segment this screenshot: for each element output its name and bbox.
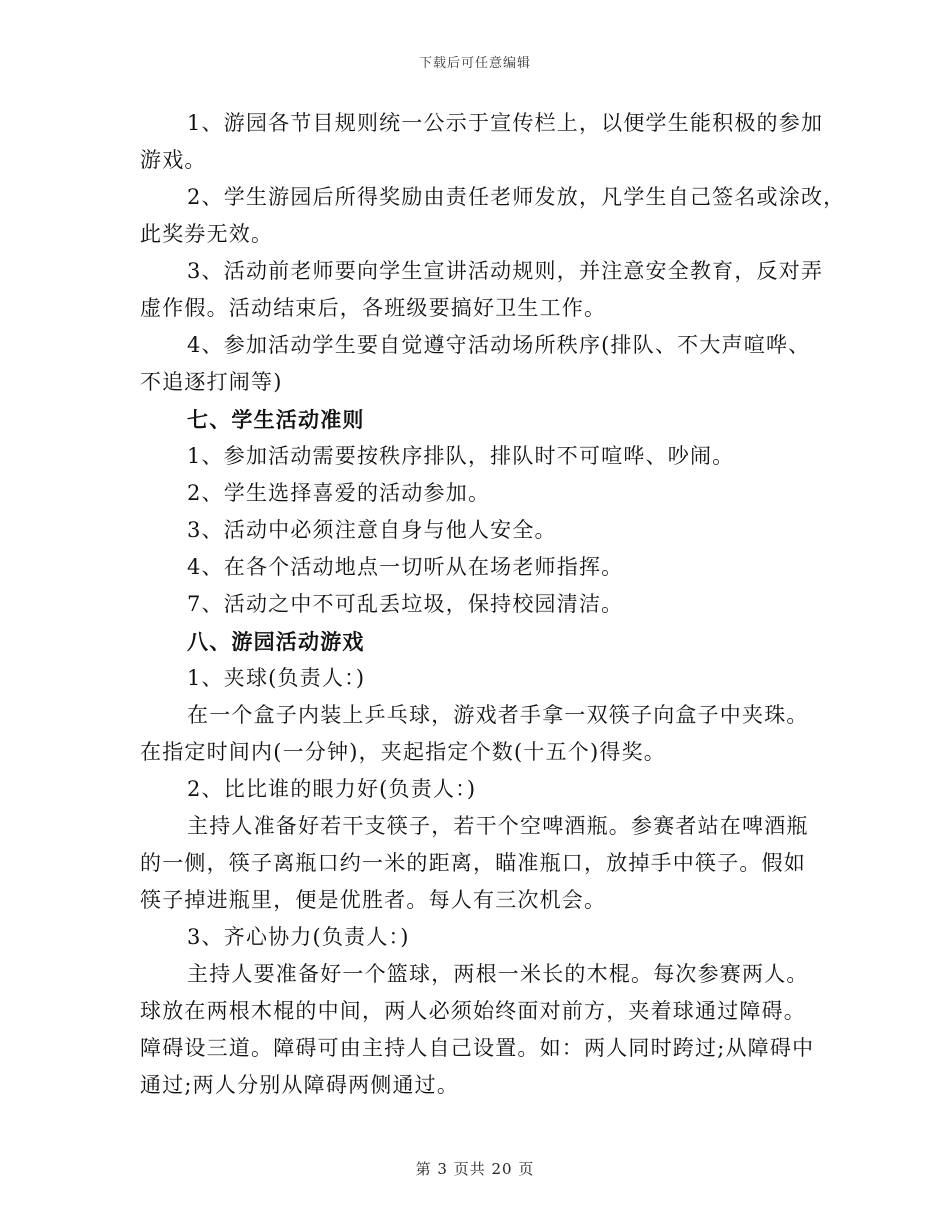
section-heading: 八、游园活动游戏 <box>187 629 365 654</box>
paragraph-line: 筷子掉进瓶里，便是优胜者。每人有三次机会。 <box>140 888 607 912</box>
game-title: 1、夹球(负责人：) <box>187 666 366 690</box>
paragraph-line: 通过;两人分别从障碍两侧通过。 <box>140 1073 460 1097</box>
paragraph-line: 2、学生游园后所得奖励由责任老师发放，凡学生自己签名或涂改， <box>187 185 846 209</box>
game-title: 3、齐心协力(负责人：) <box>187 925 410 949</box>
list-item: 2、学生选择喜爱的活动参加。 <box>187 481 491 505</box>
document-body <box>140 105 846 1104</box>
paragraph-line: 主持人要准备好一个篮球，两根一米长的木棍。每次参赛两人。 <box>187 962 809 986</box>
paragraph-line: 球放在两根木棍的中间，两人必须始终面对前方，夹着球通过障碍。 <box>140 999 806 1023</box>
paragraph-line: 游戏。 <box>140 148 207 172</box>
page-footer: 第 3 页共 20 页 <box>415 1160 535 1178</box>
list-item: 3、活动中必须注意自身与他人安全。 <box>187 518 557 542</box>
paragraph-line: 3、活动前老师要向学生宣讲活动规则，并注意安全教育，反对弄 <box>187 259 824 283</box>
paragraph-line: 主持人准备好若干支筷子，若干个空啤酒瓶。参赛者站在啤酒瓶 <box>187 814 809 838</box>
list-item: 1、参加活动需要按秩序排队，排队时不可喧哗、吵闹。 <box>187 444 735 468</box>
game-title: 2、比比谁的眼力好(负责人：) <box>187 777 477 801</box>
paragraph-line: 4、参加活动学生要自觉遵守活动场所秩序(排队、不大声喧哗、 <box>187 333 811 357</box>
page-header: 下载后可任意编辑 <box>418 56 531 71</box>
section-heading: 七、学生活动准则 <box>187 407 365 432</box>
paragraph-line: 的一侧，筷子离瓶口约一米的距离，瞄准瓶口，放掉手中筷子。假如 <box>140 851 806 875</box>
paragraph-line: 此奖券无效。 <box>140 222 274 246</box>
list-item: 4、在各个活动地点一切听从在场老师指挥。 <box>187 555 624 579</box>
paragraph-line: 1、游园各节目规则统一公示于宣传栏上，以便学生能积极的参加 <box>187 111 824 135</box>
paragraph-line: 障碍设三道。障碍可由主持人自己设置。如：两人同时跨过;从障碍中 <box>140 1036 815 1060</box>
paragraph-line: 虚作假。活动结束后，各班级要搞好卫生工作。 <box>140 296 607 320</box>
paragraph-line: 在指定时间内(一分钟)，夹起指定个数(十五个)得奖。 <box>140 740 666 764</box>
list-item: 7、活动之中不可乱丢垃圾，保持校园清洁。 <box>187 592 624 616</box>
paragraph-line: 在一个盒子内装上乒乓球，游戏者手拿一双筷子向盒子中夹珠。 <box>187 703 809 727</box>
paragraph-line: 不追逐打闹等) <box>140 370 283 394</box>
